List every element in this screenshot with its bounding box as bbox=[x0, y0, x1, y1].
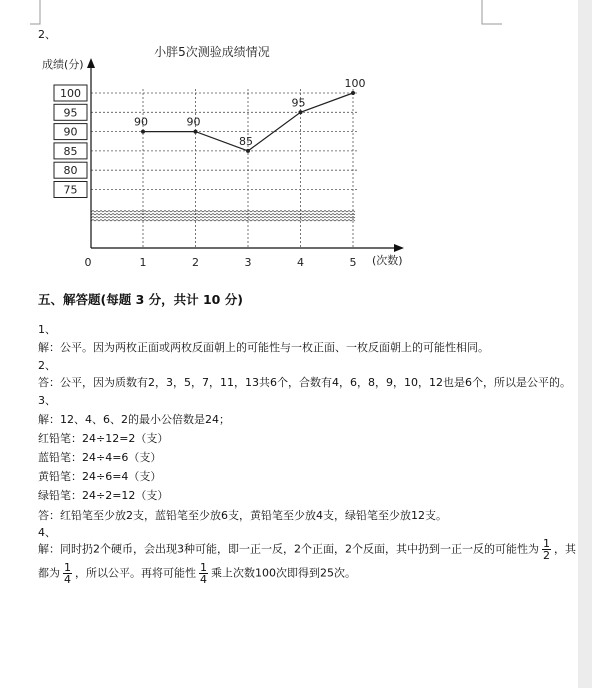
line-chart bbox=[30, 40, 470, 290]
data-point bbox=[299, 110, 303, 114]
answer-1-text: 解：公平。因为两枚正面或两枚反面朝上的可能性与一枚正面、一枚反面朝上的可能性相同。 bbox=[38, 341, 489, 354]
fraction-one-half bbox=[542, 538, 551, 561]
question-number-2: 2、 bbox=[38, 28, 56, 41]
section-heading: 五、解答题(每题 3 分，共计 10 分) bbox=[38, 292, 243, 307]
data-point bbox=[194, 130, 198, 134]
x-tick-label: 4 bbox=[297, 256, 304, 269]
y-tick-label: 80 bbox=[63, 164, 78, 178]
data-label: 85 bbox=[239, 134, 253, 148]
answer-4-line-2-mid: ，所以公平。再将可能性 bbox=[75, 566, 196, 580]
answer-4-number: 4、 bbox=[38, 526, 56, 539]
data-label: 95 bbox=[291, 96, 306, 110]
x-tick-label: 5 bbox=[349, 256, 357, 269]
y-tick-label: 85 bbox=[63, 144, 78, 158]
axis-break-zigzag bbox=[91, 211, 355, 222]
data-label: 90 bbox=[186, 115, 201, 129]
x-tick-label: 3 bbox=[244, 256, 252, 269]
answer-2-number: 2、 bbox=[38, 359, 56, 372]
answer-4-line-2 bbox=[38, 562, 356, 585]
fraction-one-quarter-2 bbox=[199, 562, 208, 585]
answer-3-line-2: 红铅笔：24÷12=2（支） bbox=[38, 432, 169, 445]
page-corner-mark-right bbox=[480, 0, 504, 30]
x-axis-label: (次数) bbox=[372, 254, 403, 267]
x-tick-label: 1 bbox=[139, 256, 147, 269]
answer-4-line-1-text: 解：同时扔2个硬币，会出现3种可能，即一正一反，2个正面，2个反面，其中扔到一正一反的可能性为 bbox=[38, 542, 539, 556]
y-tick-label: 100 bbox=[60, 87, 81, 100]
answer-3-line-5: 绿铅笔：24÷2=12（支） bbox=[38, 489, 169, 502]
data-label: 100 bbox=[344, 77, 366, 90]
answer-3-line-4: 黄铅笔：24÷6=4（支） bbox=[38, 470, 162, 483]
data-point bbox=[351, 91, 355, 95]
answer-1-number: 1、 bbox=[38, 323, 56, 336]
answer-3-number: 3、 bbox=[38, 394, 56, 407]
data-point bbox=[141, 130, 145, 134]
fraction-numerator: 1 bbox=[200, 561, 207, 574]
data-label: 90 bbox=[134, 115, 148, 129]
fraction-denominator: 2 bbox=[543, 549, 550, 562]
fraction-denominator: 4 bbox=[64, 573, 71, 586]
chart-title: 小胖5次测验成绩情况 bbox=[154, 45, 270, 59]
fraction-denominator: 4 bbox=[200, 573, 207, 586]
answer-3-line-6: 答：红铅笔至少放2支，蓝铅笔至少放6支，黄铅笔至少放4支，绿铅笔至少放12支。 bbox=[38, 509, 447, 522]
y-axis-label: 成绩(分) bbox=[42, 58, 84, 71]
answer-4-line-1-tail: ，其 bbox=[554, 542, 576, 556]
answer-2-text: 答：公平，因为质数有2，3，5，7，11，13共6个，合数有4，6，8，9，10，12也是6个，所以是公平的。 bbox=[38, 376, 571, 389]
answer-3-line-1: 解：12、4、6、2的最小公倍数是24； bbox=[38, 413, 230, 426]
y-tick-label: 95 bbox=[63, 106, 78, 120]
fraction-one-quarter-1 bbox=[63, 562, 72, 585]
answer-4-line-2-pre: 都为 bbox=[38, 566, 60, 580]
vertical-scrollbar[interactable] bbox=[578, 0, 592, 688]
x-axis-origin-label: 0 bbox=[84, 256, 92, 269]
x-tick-label: 2 bbox=[192, 256, 199, 269]
y-tick-label: 90 bbox=[63, 125, 78, 139]
answer-4-line-2-post: 乘上次数100次即得到25次。 bbox=[211, 566, 356, 580]
y-tick-label: 75 bbox=[63, 183, 78, 197]
data-point bbox=[246, 149, 250, 153]
y-axis-arrow bbox=[87, 58, 95, 68]
answer-3-line-3: 蓝铅笔：24÷4=6（支） bbox=[38, 451, 162, 464]
answer-4-line-1 bbox=[38, 538, 576, 561]
x-axis-arrow bbox=[394, 244, 404, 252]
fraction-numerator: 1 bbox=[543, 537, 550, 550]
fraction-numerator: 1 bbox=[64, 561, 71, 574]
